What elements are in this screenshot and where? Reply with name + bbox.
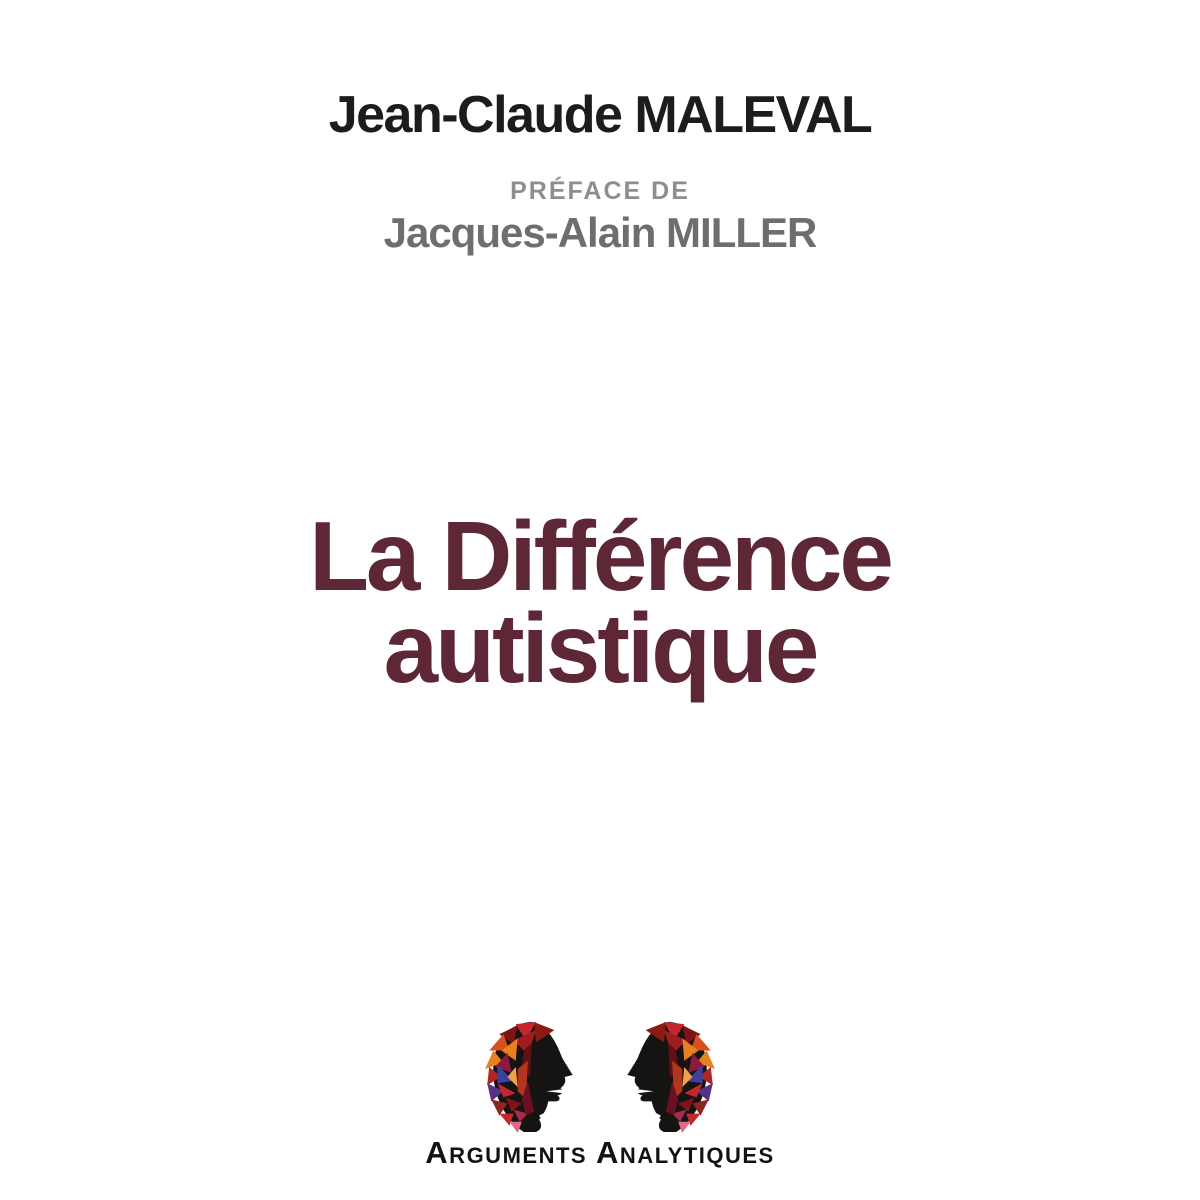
book-title-line2: autistique — [383, 593, 817, 703]
book-title-line1: La Différence — [309, 501, 891, 611]
head-facing-left-icon — [615, 1020, 717, 1139]
publisher-logo — [0, 1020, 1200, 1132]
two-heads-logo — [0, 1020, 1200, 1132]
author-name: Jean-Claude MALEVAL — [328, 86, 872, 144]
head-facing-right-icon — [483, 1020, 585, 1139]
collection-name: Arguments Analytiques — [425, 1135, 775, 1170]
preface-author-name: Jacques-Alain MILLER — [383, 209, 817, 256]
preface-label: PRÉFACE DE — [510, 177, 690, 205]
book-title — [0, 501, 1200, 703]
